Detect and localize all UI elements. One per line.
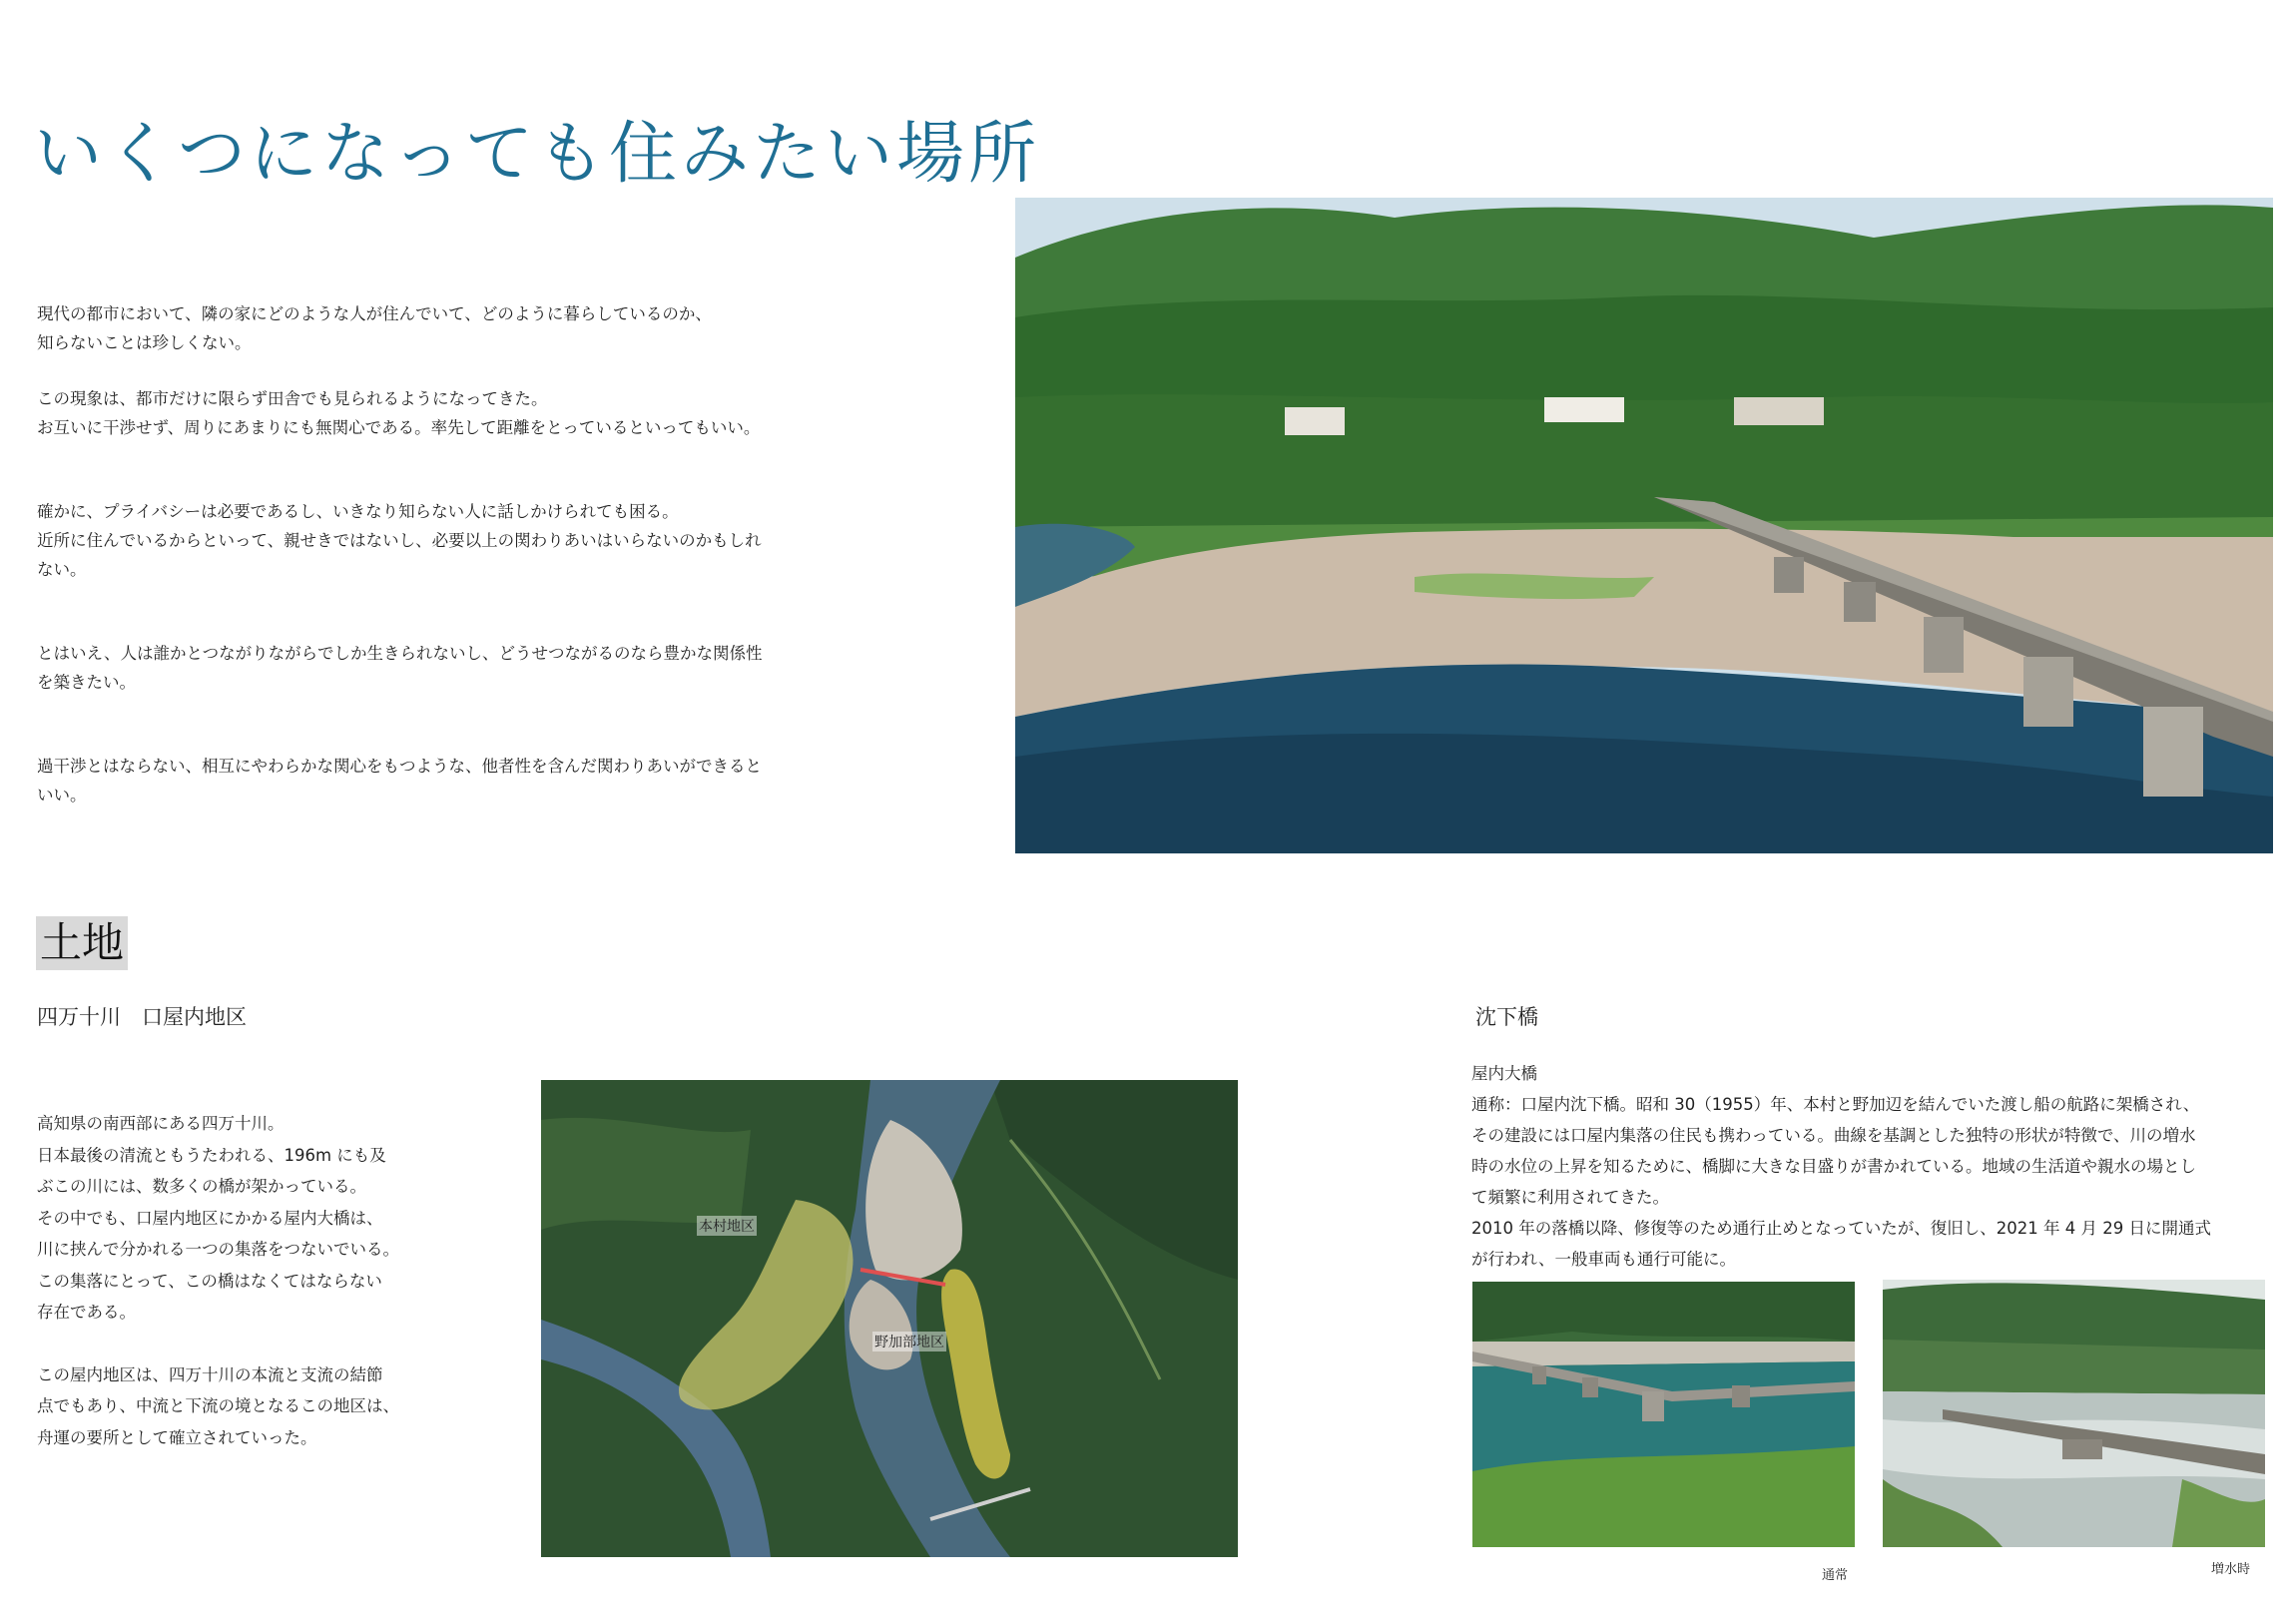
- hero-photo: [1015, 198, 2273, 853]
- section-heading: 土地: [36, 916, 128, 970]
- land-subtitle: 四万十川 口屋内地区: [37, 1005, 247, 1029]
- photo-caption: 通常: [1822, 1568, 1849, 1583]
- aerial-map: [541, 1080, 1238, 1557]
- map-label: 野加部地区: [872, 1332, 946, 1352]
- intro-paragraph: 確かに、プライバシーは必要であるし、いきなり知らない人に話しかけられても困る。 近所に住んでいるからといって、親せきではないし、必要以上の関わりあいはいらないのかもしれ ない。: [37, 502, 762, 579]
- intro-text: [37, 299, 836, 810]
- intro-paragraph: 過干渉とはならない、相互にやわらかな関心をもつような、他者性を含んだ関わりあいができると いい。: [37, 757, 762, 805]
- bridge-photo-normal: [1472, 1282, 1855, 1547]
- page-title: いくつになっても住みたい場所: [34, 115, 1041, 194]
- bridge-subtitle: 沈下橋: [1475, 1005, 1538, 1029]
- intro-paragraph: とはいえ、人は誰かとつながりながらでしか生きられないし、どうせつながるのなら豊かな関係性 を築きたい。: [37, 644, 763, 692]
- bridge-photo-flood: [1883, 1280, 2265, 1547]
- land-paragraph: 高知県の南西部にある四万十川。 日本最後の清流ともうたわれる、196m にも及 ぶこの川には、数多くの橋が架かっている。 その中でも、口屋内地区にかかる屋内大橋は、 川に挟んで分かれる一つの集落をつないでいる。 この集落にとって、この橋はなくてはならない 存在である。: [37, 1114, 399, 1322]
- map-label: 本村地区: [697, 1216, 757, 1236]
- intro-paragraph: 現代の都市において、隣の家にどのような人が住んでいて、どのように暮らしているのか、 知らないことは珍しくない。: [37, 304, 712, 352]
- bridge-name: 屋内大橋: [1471, 1064, 1537, 1083]
- bridge-text: [1471, 1058, 2260, 1275]
- intro-paragraph: この現象は、都市だけに限らず田舎でも見られるようになってきた。 お互いに干渉せず、周りにあまりにも無関心である。率先して距離をとっているといってもいい。: [37, 389, 761, 437]
- photo-caption: 増水時: [2211, 1562, 2251, 1577]
- land-text: [37, 1108, 436, 1453]
- land-paragraph: この屋内地区は、四万十川の本流と支流の結節 点でもあり、中流と下流の境となるこの地区は、 舟運の要所として確立されていった。: [37, 1364, 399, 1447]
- bridge-paragraph: 通称：口屋内沈下橋。昭和 30（1955）年、本村と野加辺を結んでいた渡し船の航路に架橋され、 その建設には口屋内集落の住民も携わっている。曲線を基調とした独特の形状が特徴で、川の増水 時の水位の上昇を知るために、橋脚に大きな目盛りが書かれている。地域の生活道や親水の場とし て頻繁に利用されてきた。 2010 年の落橋以降、修復等のため通行止めとなっていたが、復旧し、2021 年 4 月 29 日に開通式 が行われ、一般車両も通行可能に。: [1471, 1095, 2211, 1269]
